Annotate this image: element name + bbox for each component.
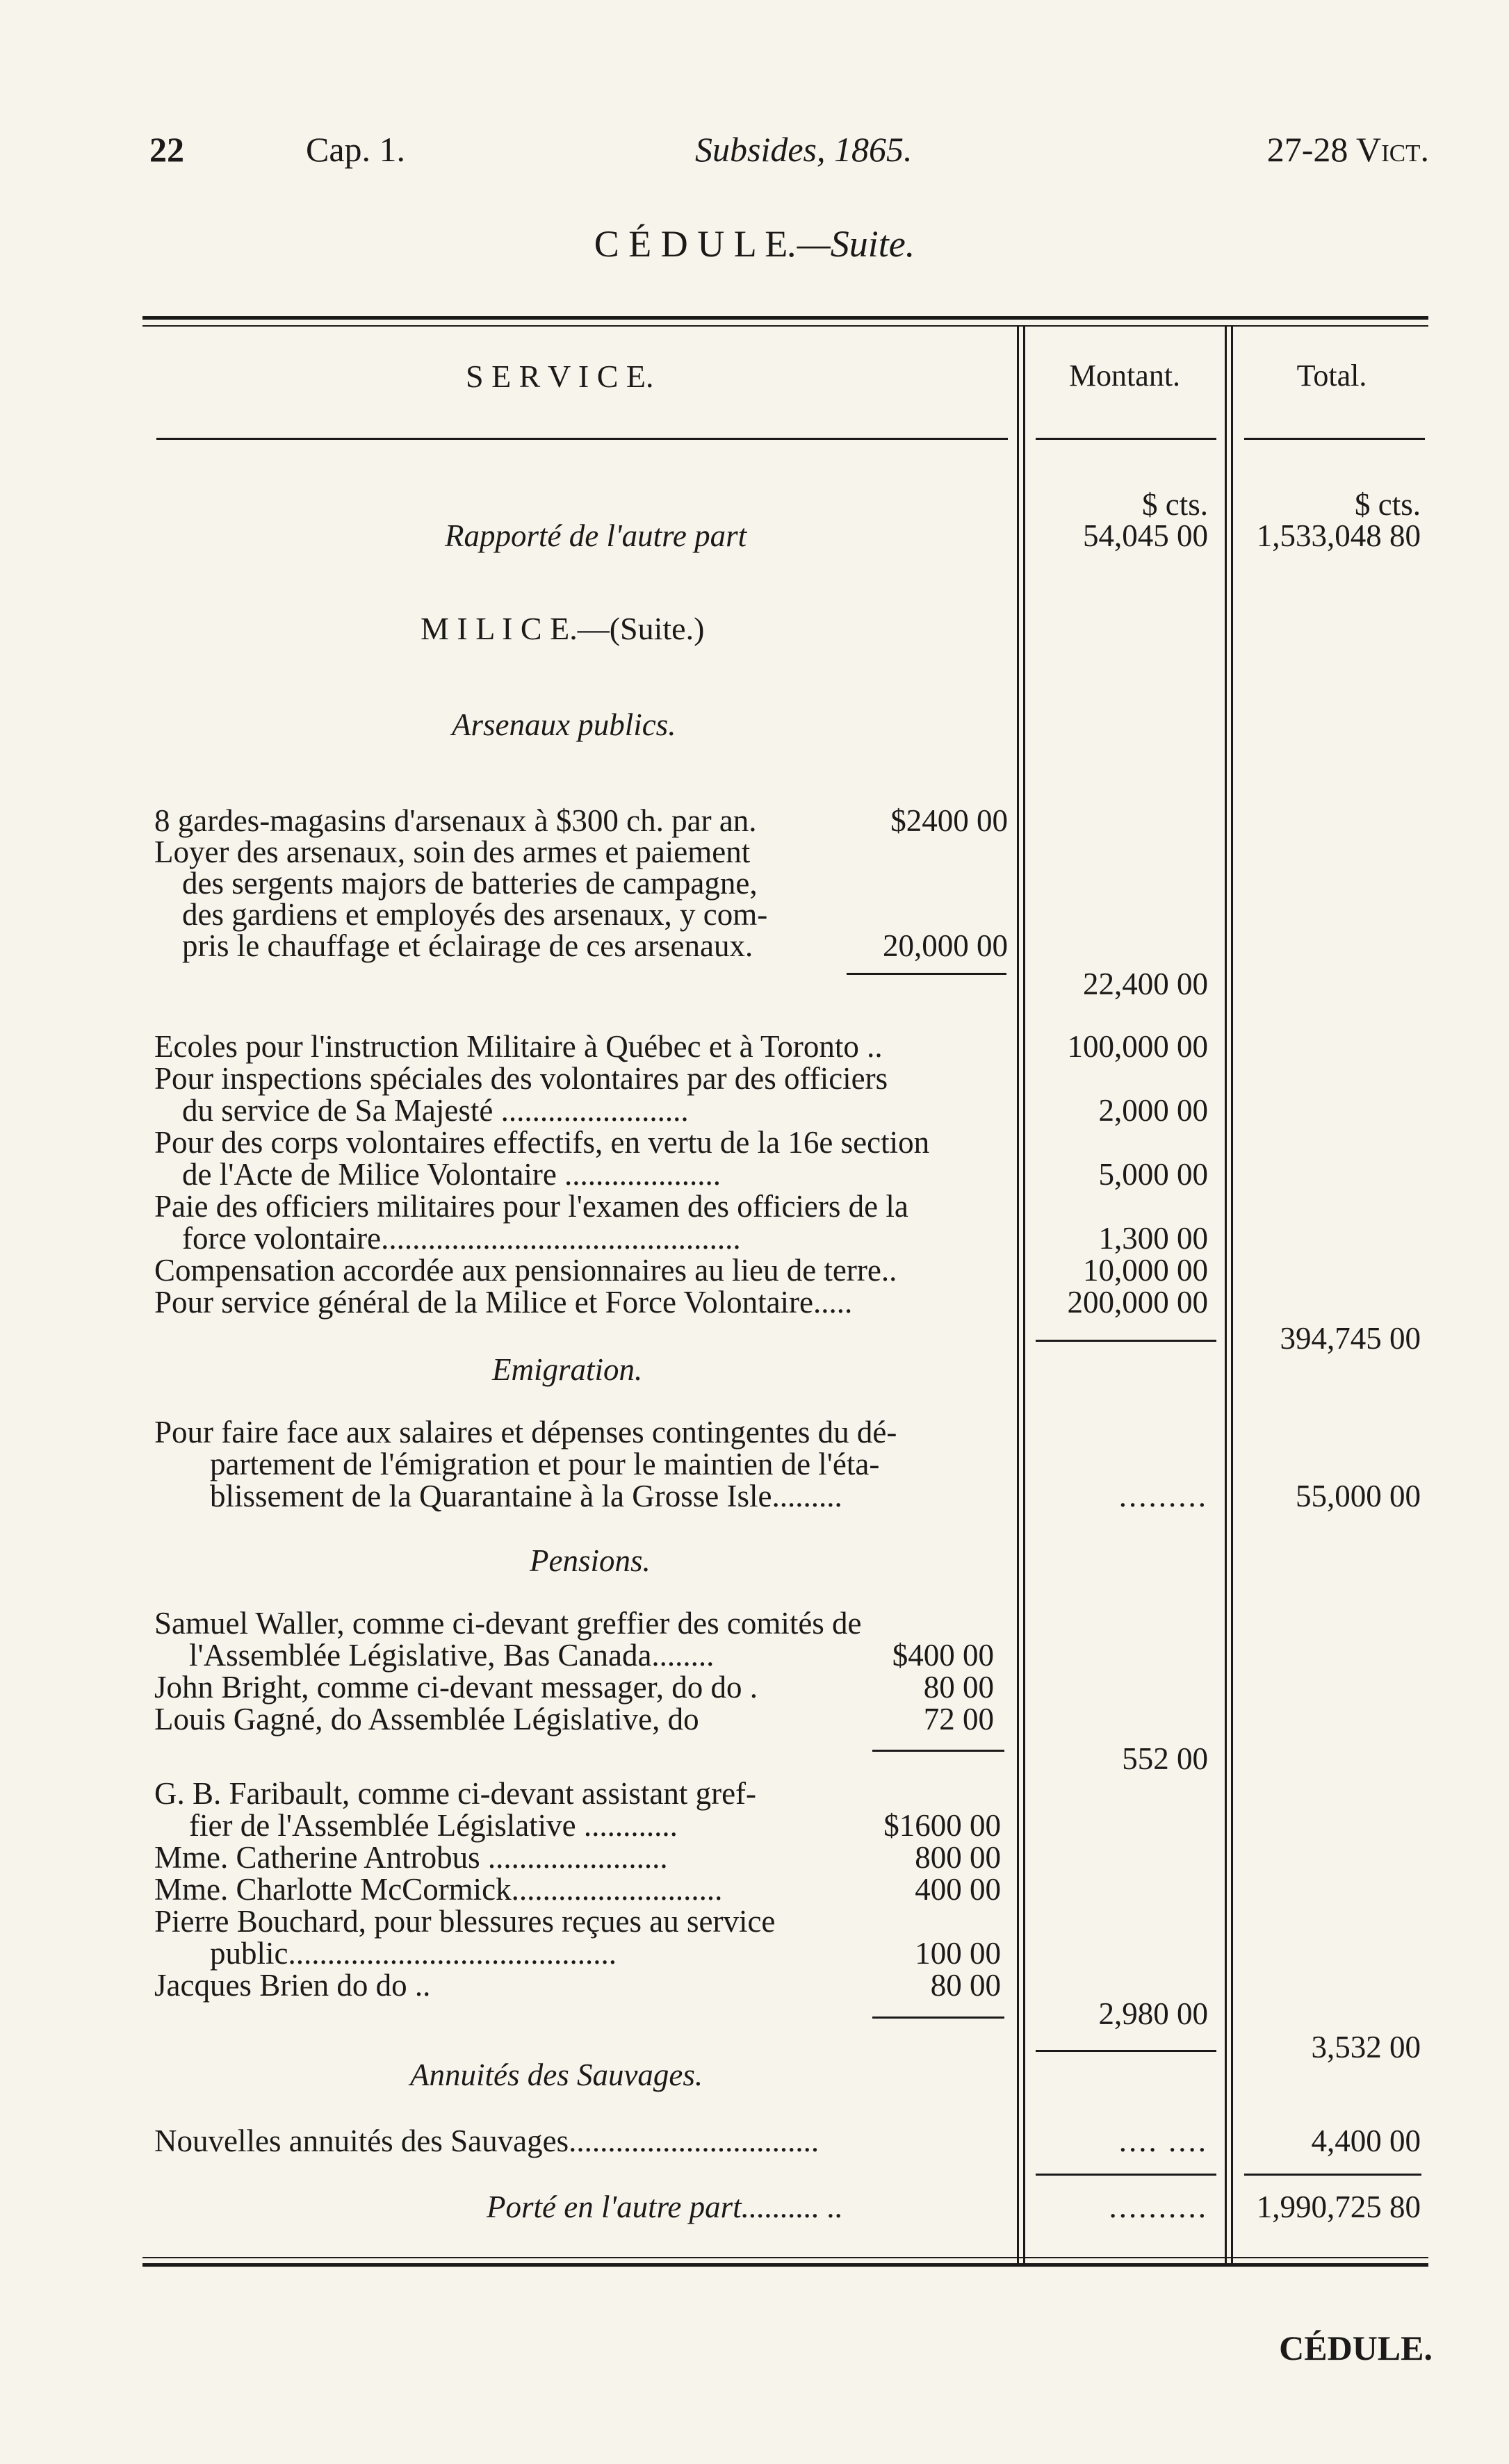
porte-rule-montant bbox=[1036, 2174, 1216, 2176]
header-rule-montant bbox=[1036, 438, 1216, 440]
emigration-total: 55,000 00 bbox=[1296, 1479, 1421, 1513]
bottom-rule bbox=[142, 2263, 1428, 2267]
milice-item-2-montant: 2,000 00 bbox=[1098, 1093, 1208, 1128]
column-header-montant: Montant. bbox=[1068, 359, 1181, 393]
pension-antrobus-amount: 800 00 bbox=[915, 1840, 1001, 1875]
header-rule-service bbox=[156, 438, 1008, 440]
regnal-year: 27-28 Vict. bbox=[1266, 130, 1429, 169]
cedule-title-main: C É D U L E bbox=[594, 223, 788, 265]
milice-item-5-line1: Compensation accordée aux pensionnaires au lieu de terre.. bbox=[154, 1253, 897, 1288]
pensions-heading: Pensions. bbox=[530, 1543, 651, 1578]
cedule-title bbox=[0, 222, 1509, 265]
arsenaux-item2-line2: des sergents majors de batteries de campagne, bbox=[182, 866, 758, 901]
column-header-service: S E R V I C E. bbox=[466, 359, 654, 394]
rapporte-montant: 54,045 00 bbox=[1083, 518, 1208, 553]
milice-item-5-montant: 10,000 00 bbox=[1083, 1253, 1208, 1288]
milice-item-3-line2: de l'Acte de Milice Volontaire .................... bbox=[182, 1157, 721, 1192]
porte-label: Porté en l'autre part.......... .. bbox=[487, 2190, 843, 2224]
top-rule-thin bbox=[142, 325, 1428, 327]
pension-bouchard-amount: 100 00 bbox=[915, 1936, 1001, 1971]
catchword: CÉDULE. bbox=[1279, 2329, 1433, 2367]
column-separator-2 bbox=[1225, 325, 1227, 2264]
pension-bouchard-line2: public.......................................... bbox=[210, 1936, 617, 1971]
pensions-group1-rule bbox=[872, 1750, 1004, 1752]
pensions-group1-montant: 552 00 bbox=[1122, 1741, 1208, 1776]
sauvages-montant: .... .... bbox=[1118, 2124, 1208, 2158]
top-rule bbox=[142, 316, 1428, 320]
arsenaux-item1-text: 8 gardes-magasins d'arsenaux à $300 ch. par an. bbox=[154, 803, 757, 838]
milice-item-6-line1: Pour service général de la Milice et Force Volontaire..... bbox=[154, 1285, 853, 1320]
pension-gagne-line1: Louis Gagné, do Assemblée Législative, do bbox=[154, 1702, 699, 1736]
emigration-line2: partement de l'émigration et pour le maintien de l'éta- bbox=[210, 1447, 880, 1481]
sauvages-line: Nouvelles annuités des Sauvages................................ bbox=[154, 2124, 819, 2158]
running-title: Subsides, 1865. bbox=[695, 130, 913, 169]
pensions-total: 3,532 00 bbox=[1311, 2030, 1421, 2064]
pension-waller-amount: $400 00 bbox=[892, 1638, 994, 1673]
pension-brien-amount: 80 00 bbox=[930, 1968, 1001, 2003]
pensions-group2-montant: 2,980 00 bbox=[1098, 1996, 1208, 2031]
milice-total: 394,745 00 bbox=[1280, 1321, 1421, 1356]
milice-item-2-line2: du service de Sa Majesté ........................ bbox=[182, 1093, 689, 1128]
rapporte-total: 1,533,048 80 bbox=[1256, 518, 1421, 553]
milice-item-4-line2: force volontaire.............................................. bbox=[182, 1221, 741, 1256]
header-rule-total bbox=[1244, 438, 1425, 440]
pension-waller-line1: Samuel Waller, comme ci-devant greffier des comités de bbox=[154, 1606, 862, 1641]
milice-item-2-line1: Pour inspections spéciales des volontaires par des officiers bbox=[154, 1061, 888, 1096]
sauvages-total: 4,400 00 bbox=[1311, 2124, 1421, 2158]
bottom-rule-thin bbox=[142, 2257, 1428, 2258]
column-separator-1 bbox=[1017, 325, 1019, 2264]
emigration-line3: blissement de la Quarantaine à la Grosse Isle......... bbox=[210, 1479, 842, 1513]
pension-mccormick-amount: 400 00 bbox=[915, 1872, 1001, 1907]
emigration-line1: Pour faire face aux salaires et dépenses contingentes du dé- bbox=[154, 1415, 897, 1449]
pension-bright-line1: John Bright, comme ci-devant messager, do do . bbox=[154, 1670, 758, 1705]
milice-item-6-montant: 200,000 00 bbox=[1067, 1285, 1208, 1320]
pension-faribault-line2: fier de l'Assemblée Législative ............ bbox=[189, 1808, 678, 1843]
pension-faribault-amount: $1600 00 bbox=[883, 1808, 1001, 1843]
arsenaux-heading: Arsenaux publics. bbox=[452, 707, 676, 742]
porte-montant: .......... bbox=[1109, 2190, 1208, 2224]
milice-item-3-line1: Pour des corps volontaires effectifs, en vertu de la 16e section bbox=[154, 1125, 930, 1160]
milice-item-1-line1: Ecoles pour l'instruction Militaire à Québec et à Toronto .. bbox=[154, 1029, 883, 1064]
chapter-label: Cap. 1. bbox=[306, 130, 406, 169]
milice-item-4-line1: Paie des officiers militaires pour l'examen des officiers de la bbox=[154, 1189, 908, 1224]
pension-brien-line1: Jacques Brien do do .. bbox=[154, 1968, 431, 2003]
porte-total: 1,990,725 80 bbox=[1256, 2190, 1421, 2224]
milice-sum-rule bbox=[1036, 1340, 1216, 1342]
pension-waller-line2: l'Assemblée Législative, Bas Canada........ bbox=[189, 1638, 715, 1673]
arsenaux-item1-amount: $2400 00 bbox=[890, 803, 1008, 838]
milice-heading: M I L I C E.—(Suite.) bbox=[421, 611, 705, 646]
montant-units: $ cts. bbox=[1142, 487, 1208, 522]
column-separator-1b bbox=[1023, 325, 1025, 2264]
pension-bouchard-line1: Pierre Bouchard, pour blessures reçues au service bbox=[154, 1904, 776, 1939]
milice-item-1-montant: 100,000 00 bbox=[1067, 1029, 1208, 1064]
column-header-total: Total. bbox=[1296, 359, 1367, 393]
arsenaux-sum-rule bbox=[847, 973, 1006, 975]
cedule-title-suffix: .—Suite. bbox=[788, 223, 915, 265]
porte-rule-total bbox=[1244, 2174, 1421, 2176]
total-units: $ cts. bbox=[1355, 487, 1421, 522]
milice-item-3-montant: 5,000 00 bbox=[1098, 1157, 1208, 1192]
arsenaux-item2-line4: pris le chauffage et éclairage de ces arsenaux. bbox=[182, 928, 753, 963]
pensions-group2-rule bbox=[872, 2017, 1004, 2019]
arsenaux-item2-line3: des gardiens et employés des arsenaux, y com- bbox=[182, 897, 768, 932]
pension-gagne-amount: 72 00 bbox=[923, 1702, 994, 1736]
milice-item-4-montant: 1,300 00 bbox=[1098, 1221, 1208, 1256]
pensions-sum-rule bbox=[1036, 2050, 1216, 2052]
arsenaux-subtotal: 22,400 00 bbox=[1083, 967, 1208, 1001]
pension-mccormick-line1: Mme. Charlotte McCormick........................... bbox=[154, 1872, 723, 1907]
emigration-montant: ......... bbox=[1118, 1479, 1208, 1513]
arsenaux-item2-amount: 20,000 00 bbox=[883, 928, 1008, 963]
pension-antrobus-line1: Mme. Catherine Antrobus ....................... bbox=[154, 1840, 668, 1875]
page-number: 22 bbox=[149, 130, 184, 169]
sauvages-heading: Annuités des Sauvages. bbox=[410, 2058, 703, 2092]
pension-faribault-line1: G. B. Faribault, comme ci-devant assistant gref- bbox=[154, 1776, 757, 1811]
arsenaux-item2-line1: Loyer des arsenaux, soin des armes et paiement bbox=[154, 835, 751, 869]
column-separator-2b bbox=[1231, 325, 1233, 2264]
rapporte-label: Rapporté de l'autre part bbox=[445, 518, 747, 553]
emigration-heading: Emigration. bbox=[492, 1352, 643, 1387]
pension-bright-amount: 80 00 bbox=[923, 1670, 994, 1705]
